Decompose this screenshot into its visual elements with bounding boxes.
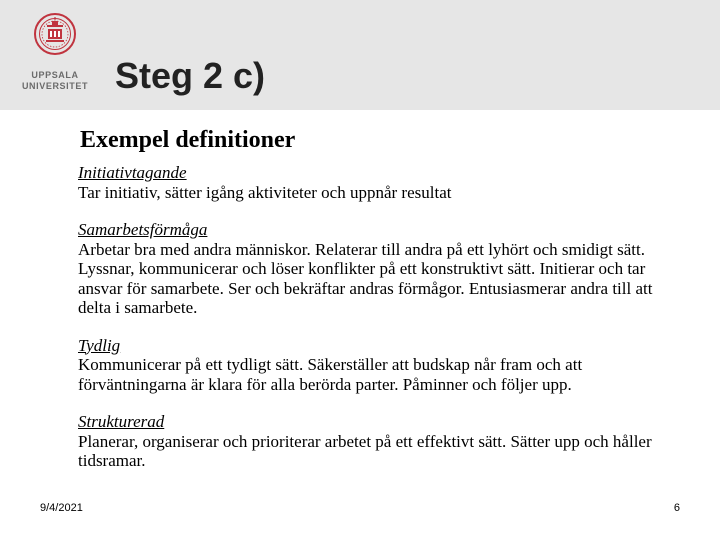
footer-date: 9/4/2021	[40, 502, 83, 514]
definition-term: Tydlig	[78, 335, 121, 355]
definition-text: Kommunicerar på ett tydligt sätt. Säkerställer att budskap når fram och att förväntningarna är klara för alla berörda parter. Påminner och följer upp.	[78, 355, 583, 394]
definition-text: Arbetar bra med andra människor. Relaterar till andra på ett lyhört och smidigt sätt. Lyssnar, kommunicerar och löser konflikter på ett konstruktivt sätt. Initierar och tar ansvar för samarbete. Ser och bekräftar andras förmågor. Entusiasmerar andra till att delta i samarbete.	[78, 239, 653, 317]
header-band	[0, 0, 720, 110]
logo-line-1: UPPSALA	[31, 70, 79, 80]
definition-term: Strukturerad	[78, 412, 165, 431]
slide-title: Steg 2 c)	[115, 55, 266, 96]
university-logo	[14, 12, 96, 96]
page-number: 6	[673, 502, 680, 514]
section-heading: Exempel definitioner	[80, 127, 296, 153]
definition-entry	[78, 336, 688, 395]
definition-entry	[78, 412, 688, 471]
definition-text: Tar initiativ, sätter igång aktiviteter och uppnår resultat	[78, 182, 452, 202]
definition-entry	[78, 220, 688, 318]
definition-text: Planerar, organiserar och prioriterar arbetet på ett effektivt sätt. Sätter upp och håller tidsramar.	[78, 431, 652, 470]
university-seal-icon	[33, 12, 77, 70]
definition-term: Initiativtagande	[78, 163, 187, 182]
logo-line-2: UNIVERSITET	[21, 81, 89, 91]
definitions-list	[78, 163, 688, 489]
definition-term: Samarbetsförmåga	[78, 220, 208, 239]
definition-entry	[78, 163, 688, 202]
